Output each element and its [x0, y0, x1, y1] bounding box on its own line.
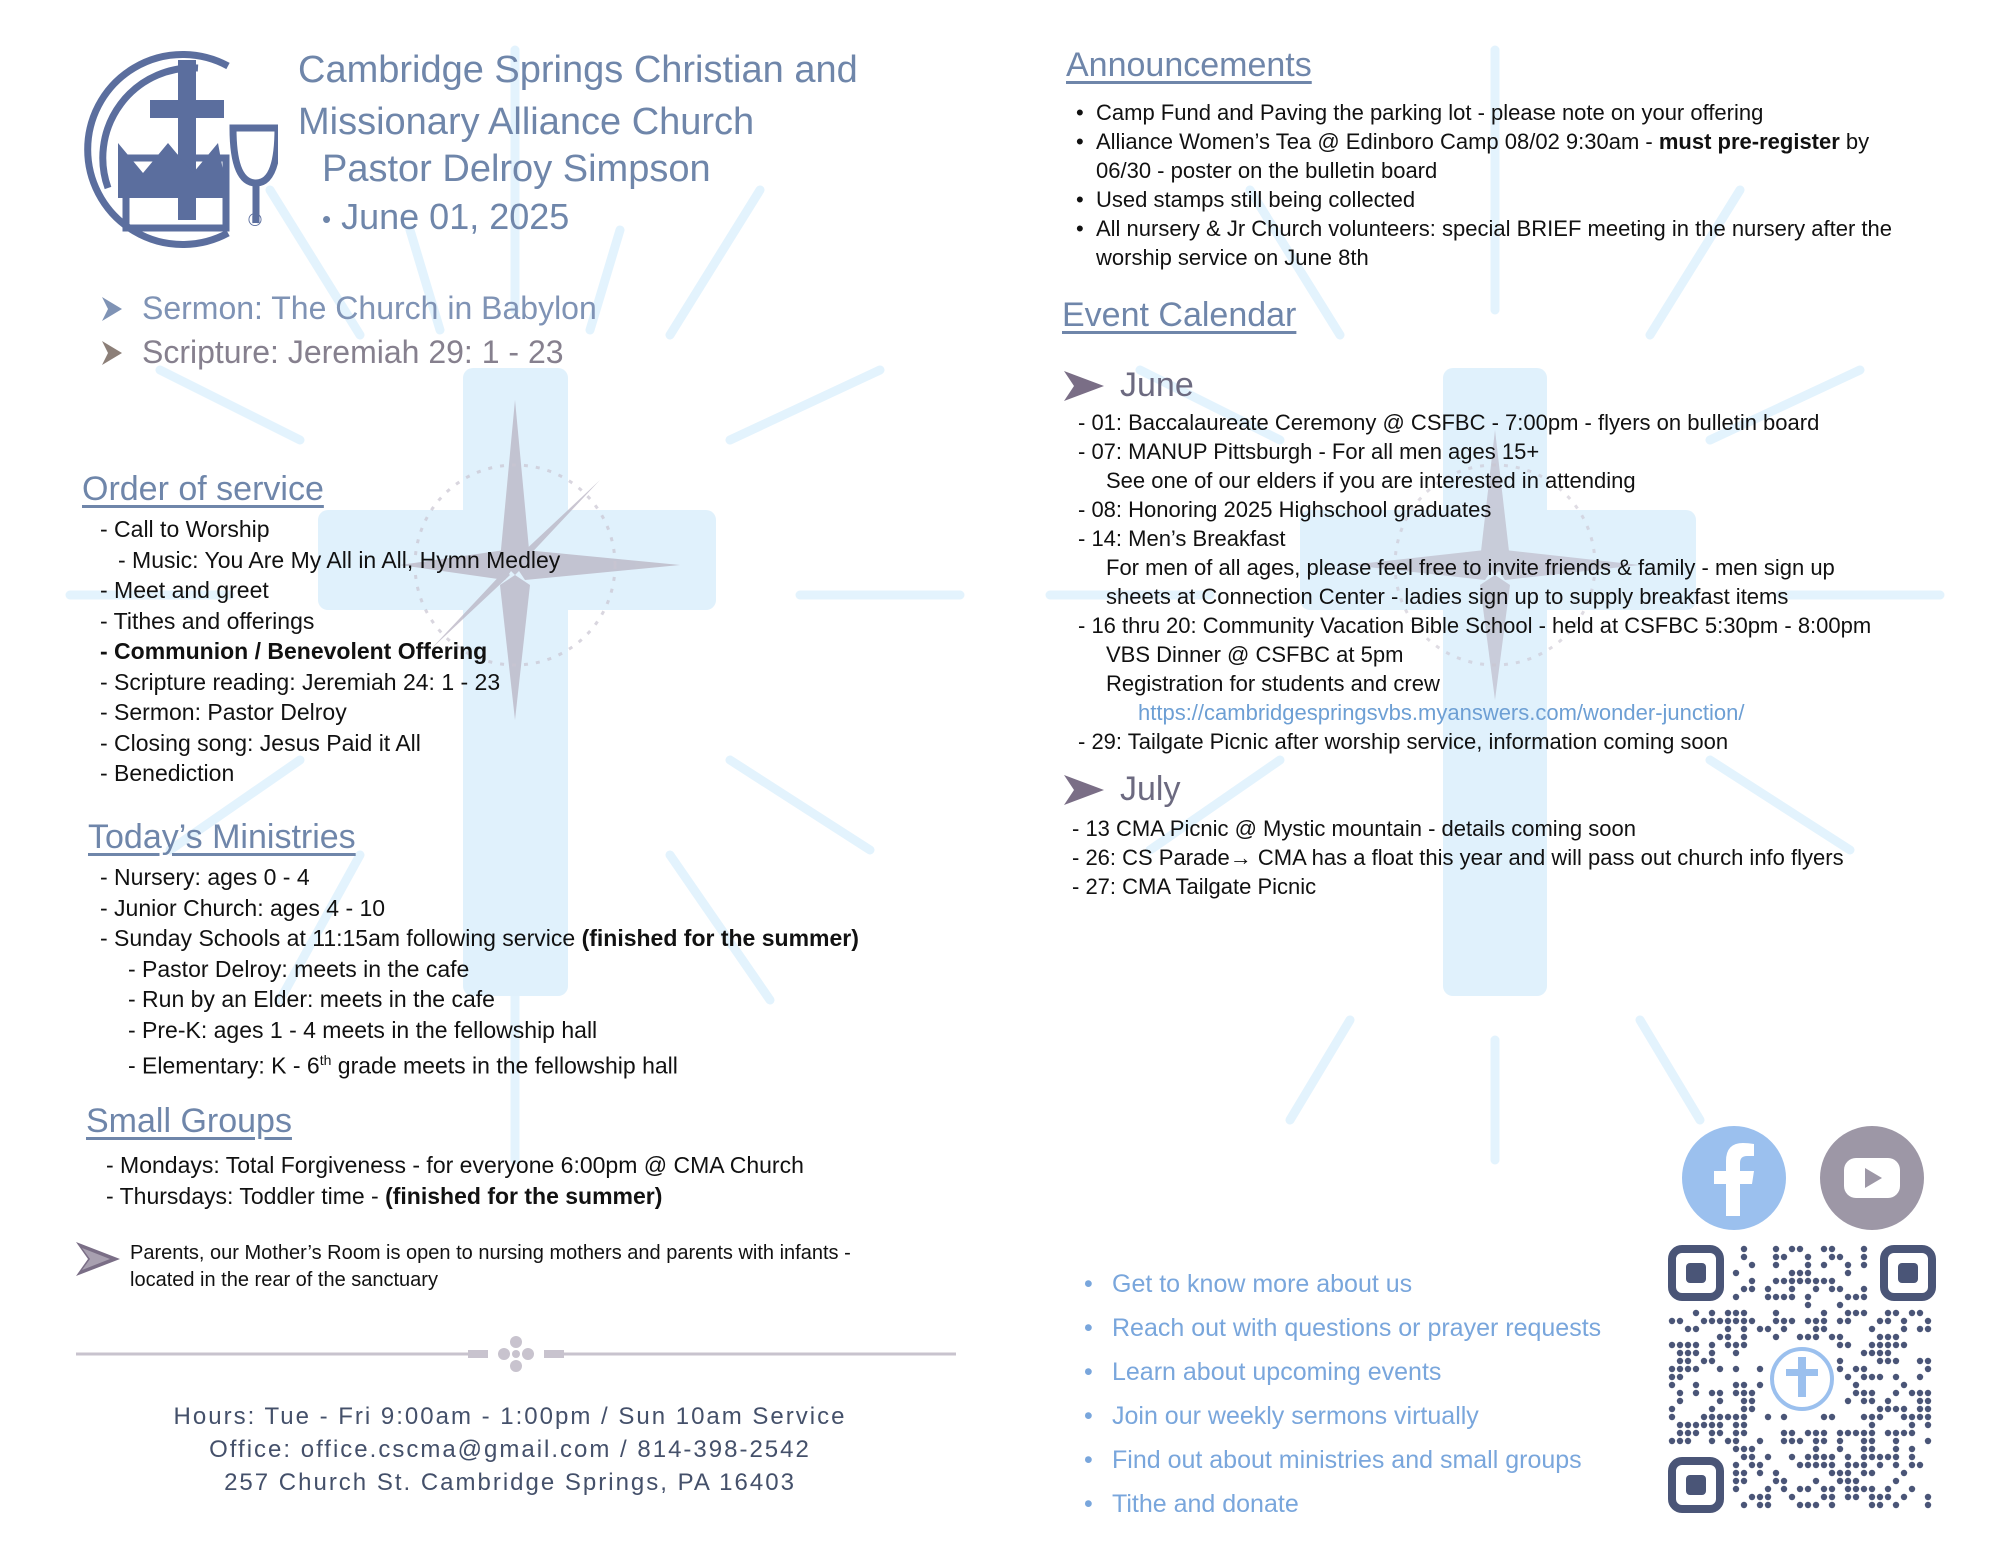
list-item: - 14: Men’s Breakfast [1078, 526, 1286, 551]
tea-text-line2: 06/30 - poster on the bulletin board [1096, 158, 1438, 183]
list-item: For men of all ages, please feel free to invite friends & family - men sign up [1106, 555, 1835, 580]
list-item [1096, 127, 1966, 156]
list-item: - Closing song: Jesus Paid it All [100, 729, 421, 756]
link-about-us[interactable]: • Get to know more about us [1112, 1262, 1601, 1306]
link-upcoming-events[interactable]: • Learn about upcoming events [1112, 1350, 1601, 1394]
list-item: • Camp Fund and Paving the parking lot - please note on your offering [1096, 98, 1966, 127]
list-item: - 26: CS Parade→ CMA has a float this year and will pass out church info flyers [1072, 845, 1844, 870]
list-item [100, 1045, 859, 1081]
ornamental-divider [76, 1336, 956, 1372]
list-item: - 13 CMA Picnic @ Mystic mountain - details coming soon [1072, 816, 1636, 841]
contact-footer [150, 1400, 870, 1499]
ministries-list [100, 862, 859, 1081]
list-item-continued [1096, 156, 1966, 185]
list-item-continued: worship service on June 8th [1096, 245, 1369, 270]
list-item: - Sermon: Pastor Delroy [100, 699, 347, 725]
small-groups-heading: Small Groups [86, 1102, 292, 1140]
small-groups-list [106, 1150, 804, 1211]
list-item [106, 1181, 804, 1212]
church-address: 257 Church St. Cambridge Springs, PA 16403 [224, 1469, 796, 1496]
link-sermons[interactable]: • Join our weekly sermons virtually [1112, 1394, 1601, 1438]
church-name-line2: Missionary Alliance Church [298, 101, 755, 143]
order-of-service-list [100, 514, 560, 789]
list-item: - Tithes and offerings [100, 607, 315, 634]
sermon-title-row [100, 290, 597, 327]
church-name-line1: Cambridge Springs Christian and [298, 49, 858, 91]
list-item: - Pre-K: ages 1 - 4 meets in the fellowship hall [128, 1016, 598, 1043]
list-item: - 07: MANUP Pittsburgh - For all men ages 15+ [1078, 439, 1540, 464]
june-label: June [1120, 366, 1194, 404]
superscript: th [319, 1052, 332, 1068]
arrow-icon [1064, 371, 1104, 401]
tea-text: Alliance Women’s Tea @ Edinboro Camp 08/02 9:30am - [1096, 129, 1659, 154]
note-line2: located in the rear of the sanctuary [130, 1269, 438, 1291]
list-item: • All nursery & Jr Church volunteers: special BRIEF meeting in the nursery after the [1096, 214, 1966, 243]
july-heading [1064, 770, 1180, 809]
list-item: - Music: You Are My All in All, Hymn Medley [118, 546, 561, 573]
tea-by: by [1839, 129, 1870, 154]
list-item: Registration for students and crew [1106, 671, 1440, 696]
list-item: VBS Dinner @ CSFBC at 5pm [1106, 642, 1404, 667]
note-line1: Parents, our Mother’s Room is open to nursing mothers and parents with infants - [130, 1242, 851, 1264]
list-item: • Used stamps still being collected [1096, 185, 1966, 214]
thursday-status: (finished for the summer) [385, 1182, 663, 1209]
announcements-heading: Announcements [1066, 46, 1312, 84]
link-prayer-requests[interactable]: • Reach out with questions or prayer requests [1112, 1306, 1601, 1350]
list-item: - Junior Church: ages 4 - 10 [100, 894, 386, 921]
list-item: - Mondays: Total Forgiveness - for everyone 6:00pm @ CMA Church [106, 1152, 804, 1178]
list-item: - 01: Baccalaureate Ceremony @ CSFBC - 7:00pm - flyers on bulletin board [1078, 410, 1820, 435]
june-heading [1064, 366, 1194, 405]
link-tithe-donate[interactable]: • Tithe and donate [1112, 1482, 1601, 1526]
arrow-icon [1064, 775, 1104, 805]
sunday-school-status: (finished for the summer) [581, 925, 859, 951]
mothers-room-note [130, 1240, 851, 1294]
list-item: - 16 thru 20: Community Vacation Bible School - held at CSFBC 5:30pm - 8:00pm [1078, 613, 1872, 638]
list-item: - Benediction [100, 760, 235, 786]
qr-code-icon[interactable] [1668, 1245, 1936, 1513]
church-logo-icon [78, 48, 278, 254]
sermon-title: Sermon: The Church in Babylon [142, 290, 597, 326]
announcements-list [1096, 98, 1966, 272]
list-item: - 29: Tailgate Picnic after worship service, information coming soon [1078, 729, 1729, 754]
list-item: - Nursery: ages 0 - 4 [100, 864, 310, 890]
list-item: - 27: CMA Tailgate Picnic [1072, 874, 1317, 899]
thursday-text: - Thursdays: Toddler time - [106, 1182, 386, 1209]
tea-register: must pre-register [1658, 129, 1840, 154]
ministries-heading: Today’s Ministries [88, 818, 356, 856]
link-ministries[interactable]: • Find out about ministries and small groups [1112, 1438, 1601, 1482]
july-label: July [1120, 770, 1181, 808]
registered-mark: ® [246, 210, 264, 231]
arrow-icon [100, 295, 124, 323]
list-item: sheets at Connection Center - ladies sign up to supply breakfast items [1106, 584, 1789, 609]
elementary-text-end: grade meets in the fellowship hall [331, 1052, 678, 1079]
sunday-school-text: - Sunday Schools at 11:15am following service [100, 925, 582, 951]
list-item: - Pastor Delroy: meets in the cafe [128, 955, 470, 982]
service-date: • June 01, 2025 [322, 196, 569, 238]
office-hours: Hours: Tue - Fri 9:00am - 1:00pm / Sun 10am Service [173, 1403, 847, 1430]
list-item [100, 923, 859, 954]
list-item: See one of our elders if you are interested in attending [1106, 468, 1636, 493]
june-events [1078, 408, 1871, 756]
youtube-icon[interactable] [1820, 1126, 1924, 1230]
pastor-name: Pastor Delroy Simpson [322, 148, 711, 190]
list-item: - Communion / Benevolent Offering [100, 638, 488, 664]
arrow-icon [76, 1242, 120, 1276]
order-of-service-heading: Order of service [82, 470, 324, 508]
list-item: - 08: Honoring 2025 Highschool graduates [1078, 497, 1492, 522]
list-item: - Scripture reading: Jeremiah 24: 1 - 23 [100, 668, 501, 695]
event-calendar-heading: Event Calendar [1062, 296, 1297, 334]
arrow-icon [100, 339, 124, 367]
elementary-text: - Elementary: K - 6 [128, 1052, 320, 1079]
facebook-icon[interactable] [1682, 1126, 1786, 1230]
list-item: - Call to Worship [100, 516, 270, 542]
online-resources-list [1112, 1262, 1601, 1526]
scripture-row [100, 334, 564, 371]
scripture-reference: Scripture: Jeremiah 29: 1 - 23 [142, 334, 564, 370]
list-item: - Run by an Elder: meets in the cafe [128, 986, 495, 1012]
july-events [1072, 814, 1844, 901]
church-name [298, 44, 858, 148]
office-contact: Office: office.cscma@gmail.com / 814-398-2542 [209, 1436, 811, 1463]
facebook-glyph-icon [1682, 1126, 1786, 1230]
list-item: - Meet and greet [100, 577, 269, 603]
youtube-glyph-icon [1820, 1126, 1924, 1230]
vbs-registration-link[interactable]: https://cambridgespringsvbs.myanswers.com/wonder-junction/ [1138, 700, 1745, 725]
